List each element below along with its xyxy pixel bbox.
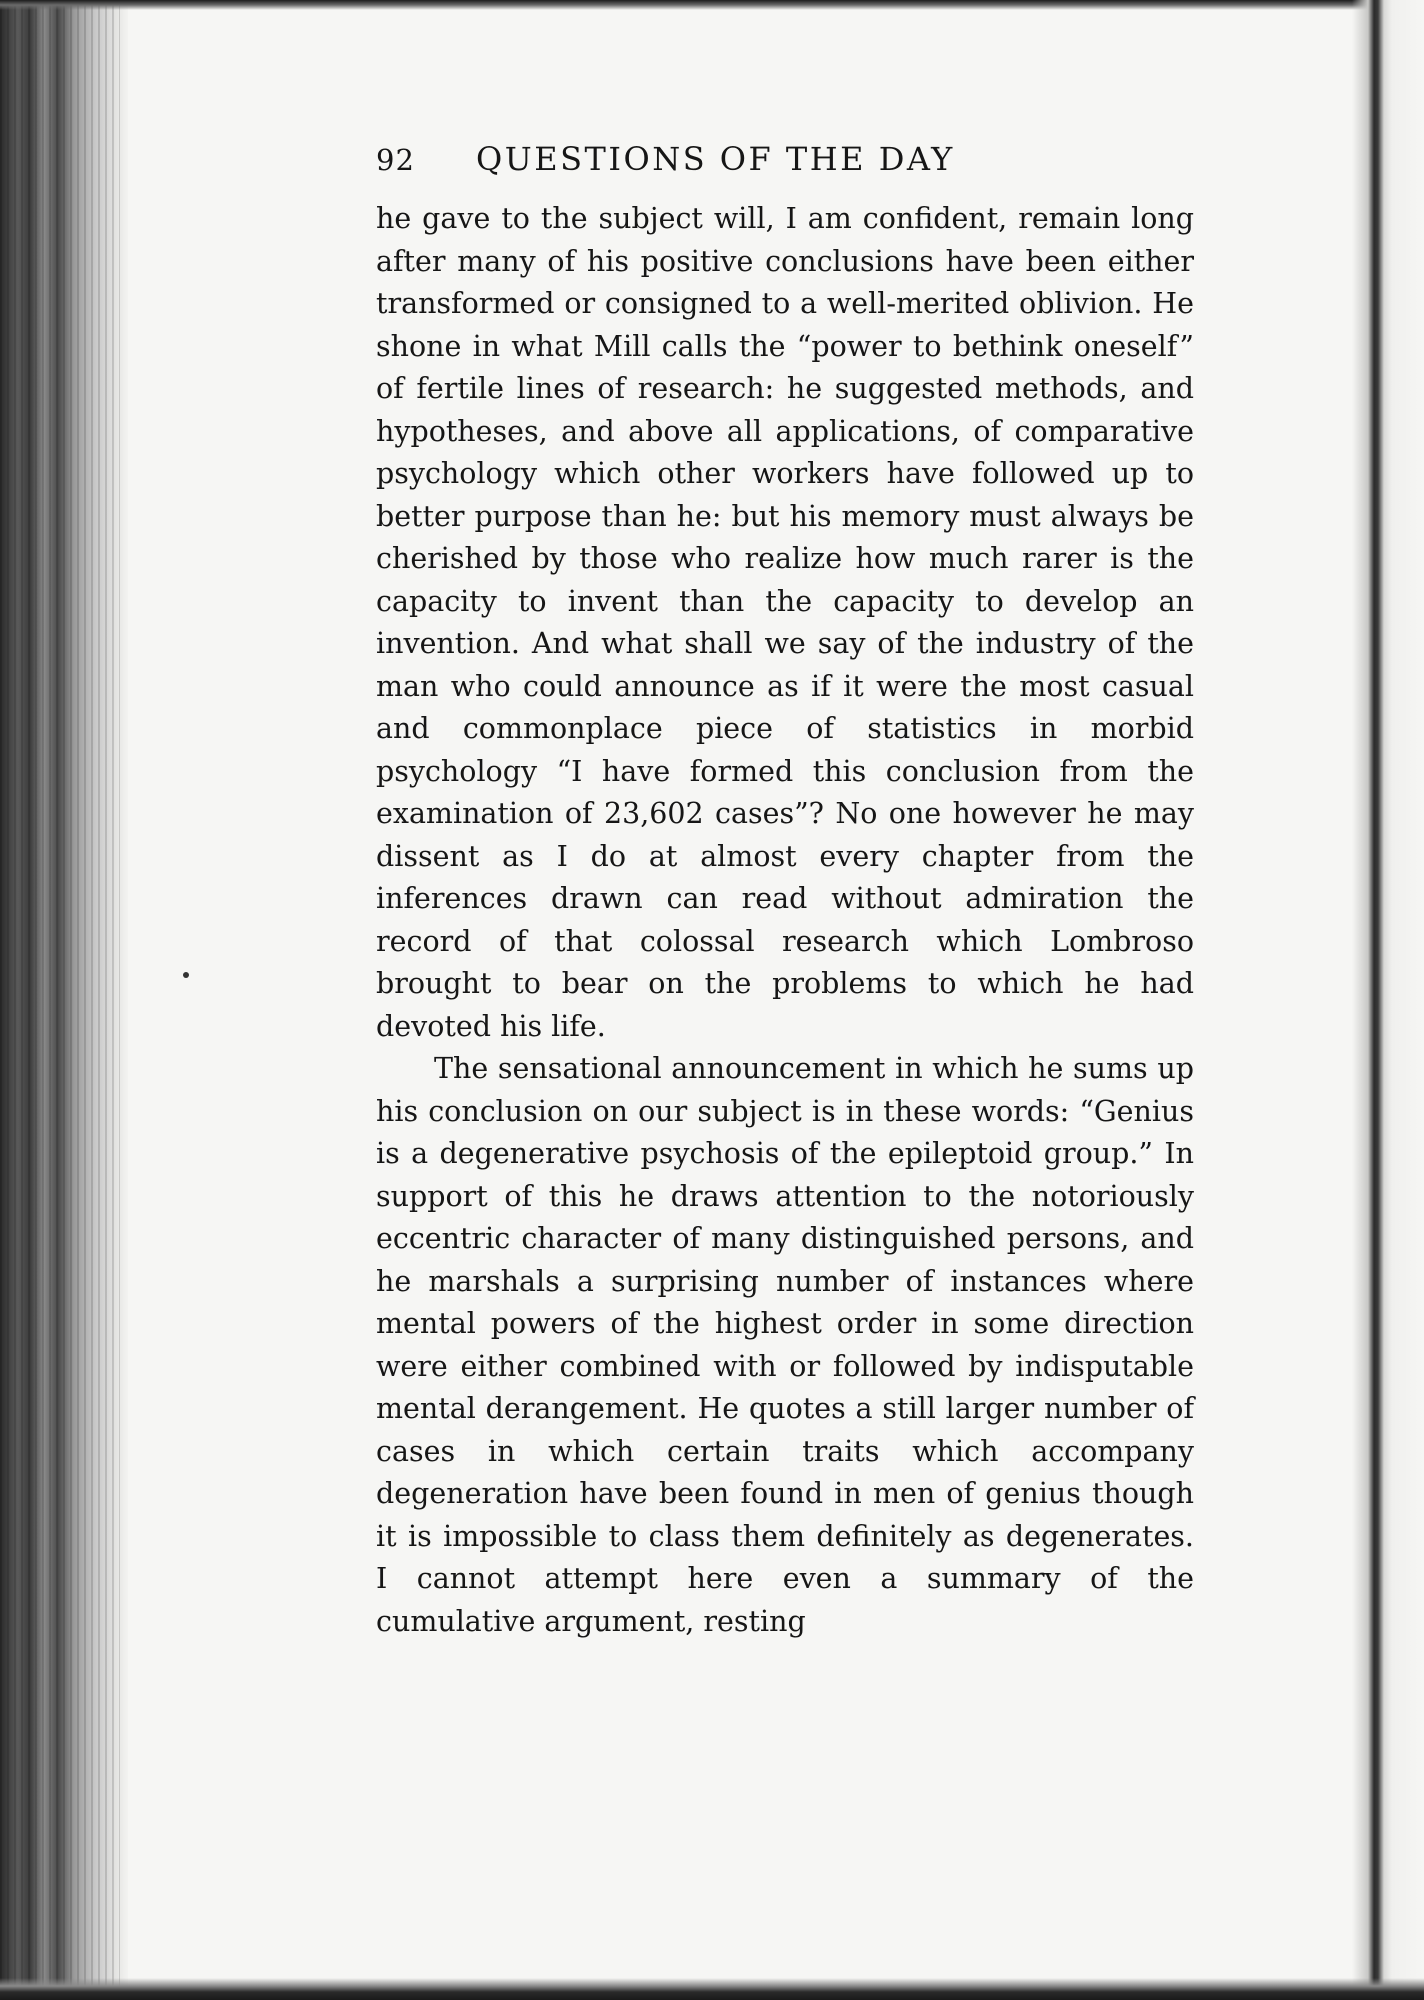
right-scan-edge	[1352, 0, 1424, 2000]
text-block	[376, 140, 1194, 1643]
ink-speck	[183, 972, 189, 978]
running-title: QUESTIONS OF THE DAY	[476, 140, 955, 178]
page-stack-lines	[0, 0, 120, 2000]
top-scan-edge	[0, 0, 1424, 10]
paragraph: The sensational announcement in which he sums up his conclusion on our subject is in these words: “Genius is a degenerative psychosis of the epileptoid group.” In support of this he draws attention to the notoriously eccentric character of many distinguished persons, and he marshals a surprising number of instances where mental powers of the highest order in some direction were either combined with or followed by indisputable mental derangement. He quotes a still larger number of cases in which certain traits which accompany degeneration have been found in men of genius though it is impossible to class them definitely as degenerates. I cannot attempt here even a summary of the cumulative argument, resting	[376, 1052, 1194, 1638]
page-number: 92	[376, 143, 415, 177]
paragraph-continued: he gave to the subject will, I am confident, remain long after many of his positive conclusions have been either transformed or consigned to a well-merited oblivion. He shone in what Mill calls the “power to bethink oneself” of fertile lines of research: he suggested methods, and hypotheses, and above all applications, of comparative psychology which other workers have followed up to better purpose than he: but his memory must always be cherished by those who realize how much rarer is the capacity to invent than the capacity to develop an invention. And what shall we say of the industry of the man who could announce as if it were the most casual and commonplace piece of statistics in morbid psychology “I have formed this conclusion from the examination of 23,602 cases”? No one however he may dissent as I do at almost every chapter from the inferences drawn can read without admiration the record of that colossal research which Lombroso brought to bear on the problems to which he had devoted his life.	[376, 202, 1194, 1043]
running-header	[376, 140, 1194, 198]
bottom-scan-edge	[0, 1978, 1424, 2000]
